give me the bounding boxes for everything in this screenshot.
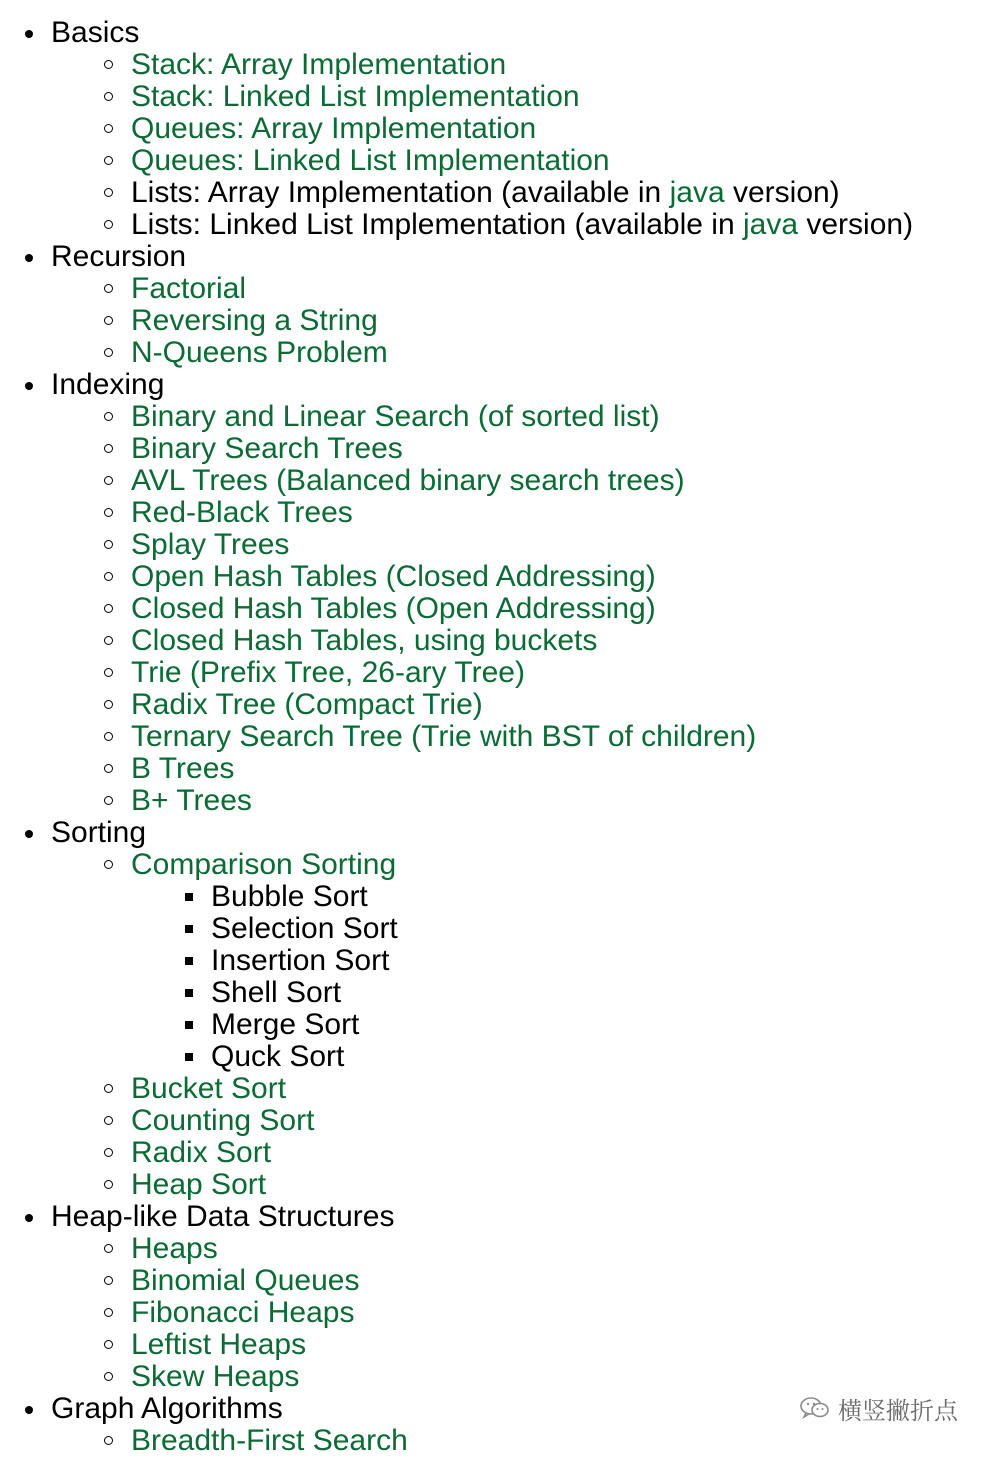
item-row	[0, 689, 913, 721]
list-item	[0, 785, 913, 817]
item-row	[0, 1073, 913, 1105]
section-basics	[0, 17, 913, 241]
link-binary-search-trees[interactable]: Binary Search Trees	[131, 432, 403, 465]
link-leftist-heaps[interactable]: Leftist Heaps	[131, 1328, 307, 1361]
sub-item-insertion-sort: Insertion Sort	[211, 944, 390, 977]
list-item	[0, 1073, 913, 1105]
list-item	[0, 1425, 913, 1457]
list-item	[0, 1265, 913, 1297]
item-row	[0, 273, 913, 305]
circle-bullet-icon	[104, 1148, 113, 1157]
sub-item-shell-sort: Shell Sort	[211, 976, 342, 1009]
square-bullet-icon	[185, 989, 193, 997]
circle-bullet-icon	[104, 348, 113, 357]
item-row	[0, 849, 913, 881]
link-queues-array-implementation[interactable]: Queues: Array Implementation	[131, 112, 537, 145]
item-row	[0, 497, 913, 529]
sub-item-merge-sort: Merge Sort	[211, 1008, 360, 1041]
list-item	[0, 753, 913, 785]
circle-bullet-icon	[104, 540, 113, 549]
list-item	[0, 145, 913, 177]
section-graph-algorithms	[0, 1393, 913, 1457]
list-item	[0, 625, 913, 657]
sub-item-selection-sort: Selection Sort	[211, 912, 398, 945]
sub-list-item	[0, 945, 913, 977]
disc-bullet-icon	[25, 254, 33, 262]
section-label: Heap-like Data Structures	[51, 1200, 395, 1233]
link-comparison-sorting[interactable]: Comparison Sorting	[131, 848, 397, 881]
item-row	[0, 145, 913, 177]
item-row	[0, 1329, 913, 1361]
item-row	[0, 1137, 913, 1169]
list-item	[0, 209, 913, 241]
list-item	[0, 689, 913, 721]
list-item	[0, 273, 913, 305]
link-radix-sort[interactable]: Radix Sort	[131, 1136, 272, 1169]
section-items	[0, 1233, 913, 1393]
square-bullet-icon	[185, 1021, 193, 1029]
sub-item-row	[0, 881, 913, 913]
section-label: Recursion	[51, 240, 187, 273]
circle-bullet-icon	[104, 860, 113, 869]
link-queues-linked-list-implementation[interactable]: Queues: Linked List Implementation	[131, 144, 610, 177]
item-row	[0, 177, 913, 209]
item-row	[0, 81, 913, 113]
section-row	[0, 369, 913, 401]
section-row	[0, 17, 913, 49]
item-row	[0, 337, 913, 369]
circle-bullet-icon	[104, 124, 113, 133]
circle-bullet-icon	[104, 220, 113, 229]
section-recursion	[0, 241, 913, 369]
circle-bullet-icon	[104, 636, 113, 645]
link-closed-hash-tables-open-addressing[interactable]: Closed Hash Tables (Open Addressing)	[131, 592, 656, 625]
item-row	[0, 1265, 913, 1297]
item-row	[0, 49, 913, 81]
section-indexing	[0, 369, 913, 817]
circle-bullet-icon	[104, 1116, 113, 1125]
section-items	[0, 849, 913, 1201]
sub-items	[0, 881, 913, 1073]
section-items	[0, 1425, 913, 1457]
list-item	[0, 561, 913, 593]
sub-item-row	[0, 945, 913, 977]
list-item	[0, 1233, 913, 1265]
link-radix-tree-compact-trie[interactable]: Radix Tree (Compact Trie)	[131, 688, 483, 721]
circle-bullet-icon	[104, 508, 113, 517]
list-item	[0, 529, 913, 561]
sub-list-item	[0, 913, 913, 945]
list-item	[0, 49, 913, 81]
circle-bullet-icon	[104, 1244, 113, 1253]
circle-bullet-icon	[104, 604, 113, 613]
link-heap-sort[interactable]: Heap Sort	[131, 1168, 267, 1201]
circle-bullet-icon	[104, 444, 113, 453]
item-row	[0, 1297, 913, 1329]
list-item	[0, 657, 913, 689]
list-item	[0, 1105, 913, 1137]
list-item	[0, 1361, 913, 1393]
java-version-link[interactable]: java	[669, 176, 725, 209]
wechat-icon	[800, 1396, 830, 1420]
circle-bullet-icon	[104, 1436, 113, 1445]
sub-item-quck-sort: Quck Sort	[211, 1040, 345, 1073]
square-bullet-icon	[185, 1053, 193, 1061]
list-item	[0, 401, 913, 433]
link-heaps[interactable]: Heaps	[131, 1232, 218, 1265]
link-bucket-sort[interactable]: Bucket Sort	[131, 1072, 287, 1105]
link-avl-trees-balanced-binary-search-trees[interactable]: AVL Trees (Balanced binary search trees)	[131, 464, 685, 497]
link-n-queens-problem[interactable]: N-Queens Problem	[131, 336, 388, 369]
link-b-trees[interactable]: B Trees	[131, 752, 235, 785]
item-text-suffix: version)	[798, 208, 914, 241]
item-row	[0, 657, 913, 689]
item-row	[0, 721, 913, 753]
list-item	[0, 113, 913, 145]
square-bullet-icon	[185, 957, 193, 965]
item-row	[0, 1425, 913, 1457]
circle-bullet-icon	[104, 156, 113, 165]
circle-bullet-icon	[104, 572, 113, 581]
watermark	[800, 1392, 958, 1424]
circle-bullet-icon	[104, 700, 113, 709]
link-counting-sort[interactable]: Counting Sort	[131, 1104, 315, 1137]
link-b-trees[interactable]: B+ Trees	[131, 784, 252, 817]
item-row	[0, 625, 913, 657]
section-label: Graph Algorithms	[51, 1392, 283, 1425]
disc-bullet-icon	[25, 1214, 33, 1222]
list-item	[0, 497, 913, 529]
disc-bullet-icon	[25, 830, 33, 838]
section-label: Indexing	[51, 368, 165, 401]
link-closed-hash-tables-using-buckets[interactable]: Closed Hash Tables, using buckets	[131, 624, 598, 657]
sub-list-item	[0, 1041, 913, 1073]
section-row	[0, 1201, 913, 1233]
circle-bullet-icon	[104, 796, 113, 805]
section-label: Basics	[51, 16, 140, 49]
list-item	[0, 305, 913, 337]
circle-bullet-icon	[104, 668, 113, 677]
item-row	[0, 753, 913, 785]
link-stack-linked-list-implementation[interactable]: Stack: Linked List Implementation	[131, 80, 580, 113]
item-row	[0, 1169, 913, 1201]
outline-list	[0, 17, 913, 1457]
item-row	[0, 401, 913, 433]
list-item	[0, 81, 913, 113]
sub-item-bubble-sort: Bubble Sort	[211, 880, 368, 913]
sub-list-item	[0, 977, 913, 1009]
list-item	[0, 1297, 913, 1329]
sub-list-item	[0, 1009, 913, 1041]
link-red-black-trees[interactable]: Red-Black Trees	[131, 496, 353, 529]
circle-bullet-icon	[104, 476, 113, 485]
list-item	[0, 1169, 913, 1201]
disc-bullet-icon	[25, 1406, 33, 1414]
circle-bullet-icon	[104, 732, 113, 741]
item-text: Lists: Linked List Implementation (available in	[131, 208, 743, 241]
circle-bullet-icon	[104, 1084, 113, 1093]
item-text: Lists: Array Implementation (available in	[131, 176, 670, 209]
java-version-link[interactable]: java	[742, 208, 799, 241]
list-item	[0, 1137, 913, 1169]
item-row	[0, 593, 913, 625]
list-item	[0, 721, 913, 753]
item-row	[0, 465, 913, 497]
item-row	[0, 785, 913, 817]
item-row	[0, 113, 913, 145]
circle-bullet-icon	[104, 188, 113, 197]
section-items	[0, 273, 913, 369]
section-row	[0, 1393, 913, 1425]
section-row	[0, 817, 913, 849]
section-label: Sorting	[51, 816, 147, 849]
list-item	[0, 465, 913, 497]
item-row	[0, 305, 913, 337]
circle-bullet-icon	[104, 1372, 113, 1381]
sub-item-row	[0, 1009, 913, 1041]
list-item	[0, 593, 913, 625]
list-item	[0, 177, 913, 209]
link-reversing-a-string[interactable]: Reversing a String	[131, 304, 378, 337]
link-fibonacci-heaps[interactable]: Fibonacci Heaps	[131, 1296, 355, 1329]
link-splay-trees[interactable]: Splay Trees	[131, 528, 290, 561]
watermark-text: 横竖撇折点	[838, 1397, 958, 1425]
square-bullet-icon	[185, 893, 193, 901]
item-row	[0, 209, 913, 241]
disc-bullet-icon	[25, 30, 33, 38]
link-open-hash-tables-closed-addressing[interactable]: Open Hash Tables (Closed Addressing)	[131, 560, 656, 593]
link-factorial[interactable]: Factorial	[131, 272, 247, 305]
circle-bullet-icon	[104, 1276, 113, 1285]
section-items	[0, 49, 913, 241]
section-heap-like-data-structures	[0, 1201, 913, 1393]
circle-bullet-icon	[104, 764, 113, 773]
disc-bullet-icon	[25, 382, 33, 390]
link-breadth-first-search[interactable]: Breadth-First Search	[131, 1424, 408, 1457]
section-items	[0, 401, 913, 817]
link-skew-heaps[interactable]: Skew Heaps	[131, 1360, 300, 1393]
item-row	[0, 561, 913, 593]
circle-bullet-icon	[104, 60, 113, 69]
list-item	[0, 1329, 913, 1361]
circle-bullet-icon	[104, 1340, 113, 1349]
sub-item-row	[0, 913, 913, 945]
item-text-suffix: version)	[724, 176, 840, 209]
link-stack-array-implementation[interactable]: Stack: Array Implementation	[131, 48, 507, 81]
link-binary-and-linear-search-of-sorted-list[interactable]: Binary and Linear Search (of sorted list)	[131, 400, 660, 433]
item-row	[0, 433, 913, 465]
circle-bullet-icon	[104, 316, 113, 325]
section-sorting	[0, 817, 913, 1201]
link-trie-prefix-tree-26-ary-tree[interactable]: Trie (Prefix Tree, 26-ary Tree)	[131, 656, 525, 689]
link-binomial-queues[interactable]: Binomial Queues	[131, 1264, 360, 1297]
circle-bullet-icon	[104, 92, 113, 101]
circle-bullet-icon	[104, 1308, 113, 1317]
item-row	[0, 529, 913, 561]
section-row	[0, 241, 913, 273]
item-row	[0, 1361, 913, 1393]
list-item	[0, 337, 913, 369]
item-row	[0, 1105, 913, 1137]
square-bullet-icon	[185, 925, 193, 933]
list-item	[0, 849, 913, 1073]
sub-item-row	[0, 1041, 913, 1073]
circle-bullet-icon	[104, 1180, 113, 1189]
list-item	[0, 433, 913, 465]
circle-bullet-icon	[104, 284, 113, 293]
link-ternary-search-tree-trie-with-bst-of-children[interactable]: Ternary Search Tree (Trie with BST of children)	[131, 720, 757, 753]
item-row	[0, 1233, 913, 1265]
sub-item-row	[0, 977, 913, 1009]
sub-list-item	[0, 881, 913, 913]
circle-bullet-icon	[104, 412, 113, 421]
